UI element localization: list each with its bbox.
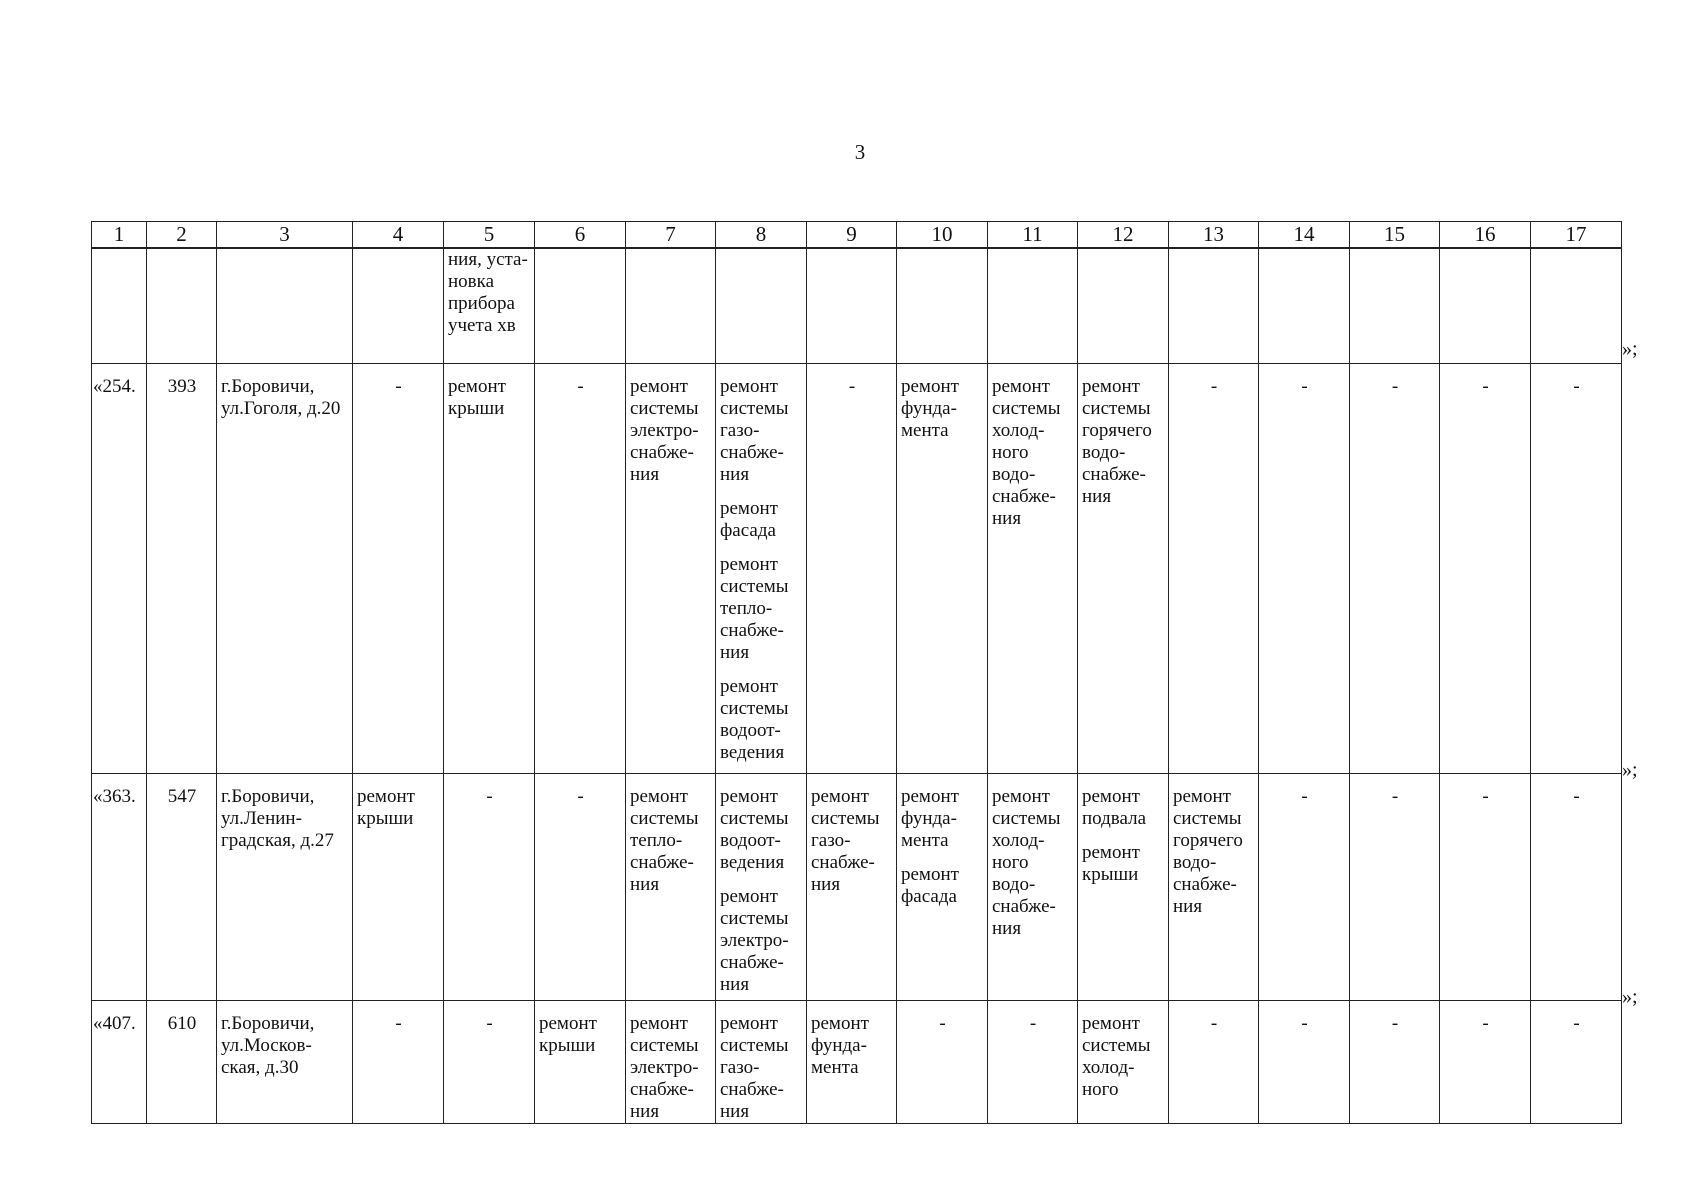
work-item: ремонт крыши [448,375,506,419]
cell [92,248,147,363]
cell-col-6 [535,1000,626,1123]
cell [1531,248,1622,363]
work-item: ремонт подвала [1082,785,1147,829]
column-number-8: 8 [716,222,807,249]
cell-col-8 [716,1000,807,1123]
column-number-17: 17 [1531,222,1622,249]
cell-col-10 [897,773,988,1000]
work-item: ремонт системы тепло-снабже-ния [630,785,699,895]
cell-col-7 [626,1000,716,1123]
dash-placeholder: - [486,785,493,807]
work-item: ремонт крыши [357,785,415,829]
address: г.Боровичи, ул.Москов-ская, д.30 [217,1000,353,1123]
cell-col-11 [988,1000,1078,1123]
continuation-row [92,248,1622,363]
cell-col-17 [1531,773,1622,1000]
work-item: ремонт системы тепло-снабже-ния [720,553,789,663]
dash-placeholder: - [848,375,856,397]
column-number-row [92,222,1622,249]
column-number-3: 3 [217,222,353,249]
cell [716,248,807,363]
dash-placeholder: - [1573,1012,1580,1034]
cell-col-14 [1259,363,1350,773]
cell-col-17 [1531,363,1622,773]
dash-placeholder: - [577,785,584,807]
dash-placeholder: - [1210,1012,1218,1034]
cell-col-7 [626,363,716,773]
dash-placeholder: - [1482,785,1489,807]
cell-col-11 [988,773,1078,1000]
work-item: ремонт фунда-мента [901,785,959,851]
table-row [92,773,1622,1000]
dash-placeholder: - [395,375,402,397]
column-number-10: 10 [897,222,988,249]
row-number: «254. [92,363,147,773]
dash-placeholder: - [1391,1012,1399,1034]
cell [217,248,353,363]
cell [147,248,217,363]
work-item: ремонт системы холод-ного водо-снабже-ния [992,785,1061,939]
cell-col-9 [807,773,897,1000]
dash-placeholder: - [1029,1012,1037,1034]
work-item: ремонт крыши [539,1012,597,1056]
dash-placeholder: - [939,1012,946,1034]
dash-placeholder: - [1301,375,1308,397]
column-number-4: 4 [353,222,444,249]
work-item: ремонт системы электро-снабже-ния [630,1012,699,1122]
cell [807,248,897,363]
cell-col-10 [897,1000,988,1123]
house-id: 610 [147,1000,217,1123]
cell-col-13 [1169,773,1259,1000]
cell [1440,248,1531,363]
cell-col-5 [444,773,535,1000]
cell-col-8 [716,773,807,1000]
cell [897,248,988,363]
cell-col-13 [1169,363,1259,773]
cell [353,248,444,363]
column-number-13: 13 [1169,222,1259,249]
column-number-2: 2 [147,222,217,249]
cell-col-8 [716,363,807,773]
cell-col-4 [353,1000,444,1123]
column-number-14: 14 [1259,222,1350,249]
column-number-12: 12 [1078,222,1169,249]
dash-placeholder: - [1391,375,1399,397]
cell-col-12 [1078,773,1169,1000]
cell-col-5 [444,1000,535,1123]
cell-col-15 [1350,1000,1440,1123]
house-id: 547 [147,773,217,1000]
work-item: ремонт фунда-мента [901,375,959,441]
cell-col-7 [626,773,716,1000]
work-item: ремонт крыши [1082,841,1140,885]
cell [1350,248,1440,363]
cell-col-14 [1259,773,1350,1000]
work-item: ремонт системы газо-снабже-ния [811,785,880,895]
column-number-7: 7 [626,222,716,249]
column-number-15: 15 [1350,222,1440,249]
cell [988,248,1078,363]
cell-col-12 [1078,363,1169,773]
dash-placeholder: - [1301,1012,1308,1034]
cell-col-11 [988,363,1078,773]
cell-col-15 [1350,773,1440,1000]
cell-col-16 [1440,1000,1531,1123]
dash-placeholder: - [1573,375,1580,397]
row-closing-quote: »; [1622,986,1638,1008]
table-row [92,363,1622,773]
dash-placeholder: - [486,1012,493,1034]
dash-placeholder: - [577,375,584,397]
cell-col-14 [1259,1000,1350,1123]
work-item: ремонт системы водоот-ведения [720,785,789,873]
work-item: ремонт системы электро-снабже-ния [720,885,789,995]
column-number-9: 9 [807,222,897,249]
dash-placeholder: - [1482,1012,1489,1034]
column-number-6: 6 [535,222,626,249]
work-item: ремонт системы газо-снабже-ния [720,1012,789,1122]
cell-work-continuation: ния, уста-новка прибора учета хв [444,248,535,363]
cell-col-17 [1531,1000,1622,1123]
address: г.Боровичи, ул.Ленин-градская, д.27 [217,773,353,1000]
row-closing-quote: »; [1622,338,1638,360]
dash-placeholder: - [1301,785,1308,807]
column-number-1: 1 [92,222,147,249]
row-number: «407. [92,1000,147,1123]
dash-placeholder: - [395,1012,402,1034]
cell-col-16 [1440,773,1531,1000]
work-item: ремонт фасада [720,497,778,541]
cell-col-10 [897,363,988,773]
column-number-5: 5 [444,222,535,249]
repair-schedule-table [91,221,1622,1124]
cell-col-6 [535,363,626,773]
work-item: ремонт системы электро-снабже-ния [630,375,699,485]
table-row [92,1000,1622,1123]
cell [1078,248,1169,363]
column-number-11: 11 [988,222,1078,249]
work-item: ремонт системы холод-ного водо-снабже-ния [992,375,1061,529]
cell [535,248,626,363]
cell-col-6 [535,773,626,1000]
row-number: «363. [92,773,147,1000]
dash-placeholder: - [1391,785,1399,807]
cell-col-12 [1078,1000,1169,1123]
dash-placeholder: - [1482,375,1489,397]
work-item: ремонт системы горячего водо-снабже-ния [1173,785,1243,917]
dash-placeholder: - [1573,785,1580,807]
work-item: ремонт системы водоот-ведения [720,675,789,763]
cell-col-9 [807,363,897,773]
cell-col-15 [1350,363,1440,773]
cell-col-4 [353,773,444,1000]
dash-placeholder: - [1210,375,1218,397]
row-closing-quote: »; [1622,759,1638,781]
work-item: ремонт системы холод-ного [1082,1012,1151,1100]
cell-col-9 [807,1000,897,1123]
cell-col-4 [353,363,444,773]
work-item: ремонт фасада [901,863,959,907]
address: г.Боровичи, ул.Гоголя, д.20 [217,363,353,773]
cell [626,248,716,363]
page-number: 3 [854,140,866,164]
work-item: ремонт системы газо-снабже-ния [720,375,789,485]
column-number-16: 16 [1440,222,1531,249]
cell-col-5 [444,363,535,773]
house-id: 393 [147,363,217,773]
cell [1259,248,1350,363]
cell-col-16 [1440,363,1531,773]
work-item: ремонт системы горячего водо-снабже-ния [1082,375,1152,507]
cell-col-13 [1169,1000,1259,1123]
cell [1169,248,1259,363]
work-item: ремонт фунда-мента [811,1012,869,1078]
